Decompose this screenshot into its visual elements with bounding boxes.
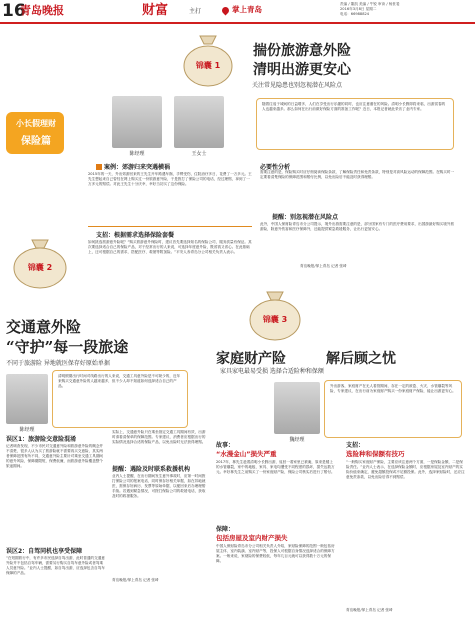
- story-heading: 故事：: [216, 442, 235, 449]
- person-name-1: 陈经理: [129, 151, 145, 157]
- story-heading2: “水漫金山”损失严重: [216, 450, 277, 458]
- advice-body: 如何挑选旅游意外险呢？“购买旅游意外保险时，建议首先要选择知名的保险公司，服务质量有保证。其次要选择适合自己的保险产品，对于经常出行的人来说，可选择年度意外险，既省钱又省心。在此基础上，还可根据自己的需求，搭配医疗、救援等附加险。”平安人寿青岛分公司相关负责人表示。: [88, 240, 252, 254]
- right-quote: 外出游客，家庭财产在无人看管期间，存在一定的被盗、火灾、水管爆裂等风险，专家建议，在出行前为家庭财产购买一份家庭财产保险，能让出游更安心。: [330, 384, 456, 393]
- money-bag-icon: [180, 26, 236, 88]
- case-icon: [96, 164, 102, 170]
- top-title-line2: 清明出游更安心: [253, 62, 351, 78]
- page-header: [0, 0, 475, 24]
- left-title-line2: “守护”每一段旅途: [6, 338, 129, 356]
- mis2-body: “在短期旅行中，有许多市民选择自驾出游，此时普通的交通意外险并不包括自驾车辆，需要另行购买自驾车意外险或者驾乘人员意外险。”业内人士提醒，如自驾出游，应选择包含自驾车保障的产品。: [6, 556, 105, 575]
- badge-line2: 保险篇: [21, 136, 51, 147]
- person-photo-3: [6, 374, 48, 424]
- need-body: 需要注意的是，保险购买时应仔细阅读保险条款，了解保险责任和免责条款，特别是对高风险运动的保障范围。在购买时一定要看清楚保险的保障范围和赔付比例，以免出险后不能及时获得理赔。: [260, 170, 455, 179]
- kit-label-3: 锦囊 3: [262, 315, 288, 324]
- top-title-line1: 揣份旅游意外险: [253, 43, 351, 59]
- advice-heading: 支招：根据需求选择保险套餐: [96, 232, 175, 239]
- section-divider-1: [88, 226, 252, 227]
- money-bag-illustration-1: [180, 26, 236, 88]
- intro-text: 随着往返于城间的日益增多，人们在享受出行乐趣的同时，也应注意潜在的风险。清明小长假即将来临，出游赏春的人也越来越多。那么如何在出行前做好保险方面的准备工作呢？近日，本报记者就此采访了业内专家。: [262, 102, 446, 111]
- section-badge: [6, 112, 64, 154]
- header-info: [340, 2, 472, 18]
- person-photo-4: [274, 382, 320, 434]
- kit-label-1: 锦囊 1: [195, 61, 221, 70]
- person-name-4: 魏经理: [289, 437, 305, 443]
- left-title-line1: 交通意外险: [6, 318, 82, 336]
- person-photo-1: [112, 96, 162, 148]
- editor-line: 责编 / 董凯 美编 / 牛锐 审读 / 杨世斐: [340, 2, 400, 6]
- tip-heading: 支招：: [346, 442, 365, 449]
- mis1-body: 记者调查发现，不少市民对交通意外险和旅游意外险的概念并不清楚，很多人认为买了旅游险就不需要再买交意险，其实两者保障范围有所不同，交通意外险主要针对乘坐交通工具期间的意外风险，保障期限短，保费低廉，而旅游意外险覆盖整个旅途期间。: [6, 444, 104, 468]
- how-heading: 保障：: [216, 526, 235, 533]
- abroad-body: 此外，中国人保财险青岛市分公司提示，境外出游需要注意的是，部分国家有专门的医疗费用要求，出国游最好购买境外旅游险，除意外伤害和医疗保障外，还能提供紧急救援服务，让出行更加安心。: [260, 222, 455, 231]
- top-byline: 青岛晚报/掌上青岛 记者 张琦: [300, 264, 347, 268]
- how-body: 中国人保财险青岛市分公司相关负责人介绍，家财险保障的范围一般包括房屋主体、室内装潢、室内财产等，投保人可根据自身情况选择适合的保障方案。一般来说，家财险的保费较低，每年几百元就可以获得数十万元的保障。: [216, 544, 335, 563]
- abroad-heading: 提醒：别忽视潜在风险点: [272, 214, 339, 221]
- person-name-2: 王女士: [191, 151, 207, 157]
- case-body: 2015年的一天，外出郊游回来的王先生开车路遇车祸，手臂受伤，住院治疗多日，花费了一万多元。王先生想起来自己曾经在网上购买过一份旅游意外险，于是拨打了保险公司的电话，经过理赔，拿到了一万多元的赔偿。对此王先生十分庆幸，幸好当初买了这份保险。: [88, 172, 252, 186]
- left-quote: 清明假期出行时间对线路出行的人来说，交通工具意外险是不可缺少的，近年来购买交通意外险的人越来越多，但不少人却不知道如何选择适合自己的产品。: [58, 374, 181, 388]
- left-subtitle: 不同于旅游险 异地就医保存好原始单据: [6, 360, 110, 367]
- mis1-heading: 误区1：旅游险交意险混淆: [6, 436, 77, 443]
- kit-label-2: 锦囊 2: [27, 263, 53, 272]
- right-byline: 青岛晚报/掌上青岛 记者 张琦: [346, 608, 393, 612]
- remind-body: 业内人士提醒，在出行期间发生意外事故时，应第一时间拨打保险公司的报案电话，同时保存好相关单据，如在异地就医，需保存好病历、发票等原始单据，以便回来后办理理赔手续。若遇到紧急情况，可拨打保险公司的救援电话，获取及时的救援服务。: [112, 474, 206, 498]
- story-body: 2017年，林先生趁着清明小长假出游，返回一看家里已被淹，原来是楼上的水管爆裂，家中的地板、家具、家电均遭受不同程度的损坏，损失达数万元。幸好林先生之前购买了一份家庭财产险，保险公司核实后进行了赔付。: [216, 460, 335, 474]
- need-heading: 必要性分析: [260, 164, 291, 171]
- person-name-3: 陈经理: [19, 427, 35, 433]
- app-logo-text: 掌上青岛: [232, 5, 262, 14]
- section-title: 财富: [142, 3, 169, 18]
- remind-heading: 提醒：遇险及时联系救援机构: [112, 466, 191, 473]
- how-heading2: 包括房屋及室内财产损失: [216, 534, 288, 542]
- date-line: 2016年3月8日 星期二: [340, 7, 377, 12]
- right-title-line1: 家庭财产险: [216, 351, 286, 367]
- tip-heading2: 选险种和保额有技巧: [346, 450, 405, 458]
- right-title-line2: 解后顾之忧: [326, 351, 396, 367]
- page-number: 16: [2, 1, 26, 21]
- money-bag-illustration-2: [10, 234, 70, 290]
- case-heading: 案例：郊游归来突遇横祸: [104, 164, 171, 171]
- person-photo-2: [174, 96, 224, 148]
- phone-line: 电话：66988824: [340, 12, 370, 17]
- app-logo: [222, 4, 276, 15]
- left-byline: 青岛晚报/掌上青岛 记者 张琦: [112, 578, 159, 582]
- mis2-heading: 误区2：自驾同机也享受保障: [6, 548, 83, 555]
- top-subtitle: 关注常见隐患也别忽视潜在风险点: [252, 82, 343, 89]
- tip-body: “一般购买家庭财产保险，主要应该注意两个方面，一是保险金额，二是保险责任。”业内人士表示，在选择保险金额时，应根据房屋及室内财产的实际价值来确定，避免超额投保或不足额投保。此外，选择家财险时，还应注意免责条款，以免出险后得不到赔偿。: [346, 460, 465, 479]
- location-pin-icon: [221, 5, 231, 15]
- newspaper-brand: 青岛晚报: [20, 4, 64, 17]
- badge-line1: 小长假理财: [16, 119, 56, 128]
- mid-body: 实际上，交通意外险只在乘坐指定交通工具期间有效，出游时请看清保单的保障范围。专家建议，消费者应根据出行的实际情况选择合适的保险产品，以免出险时无法获得理赔。: [112, 430, 206, 444]
- right-subtitle: 家具家电最易受损 选择合适险种和保额: [220, 368, 324, 375]
- section-subtitle: 主打: [189, 8, 202, 15]
- money-bag-illustration-3: [246, 286, 304, 342]
